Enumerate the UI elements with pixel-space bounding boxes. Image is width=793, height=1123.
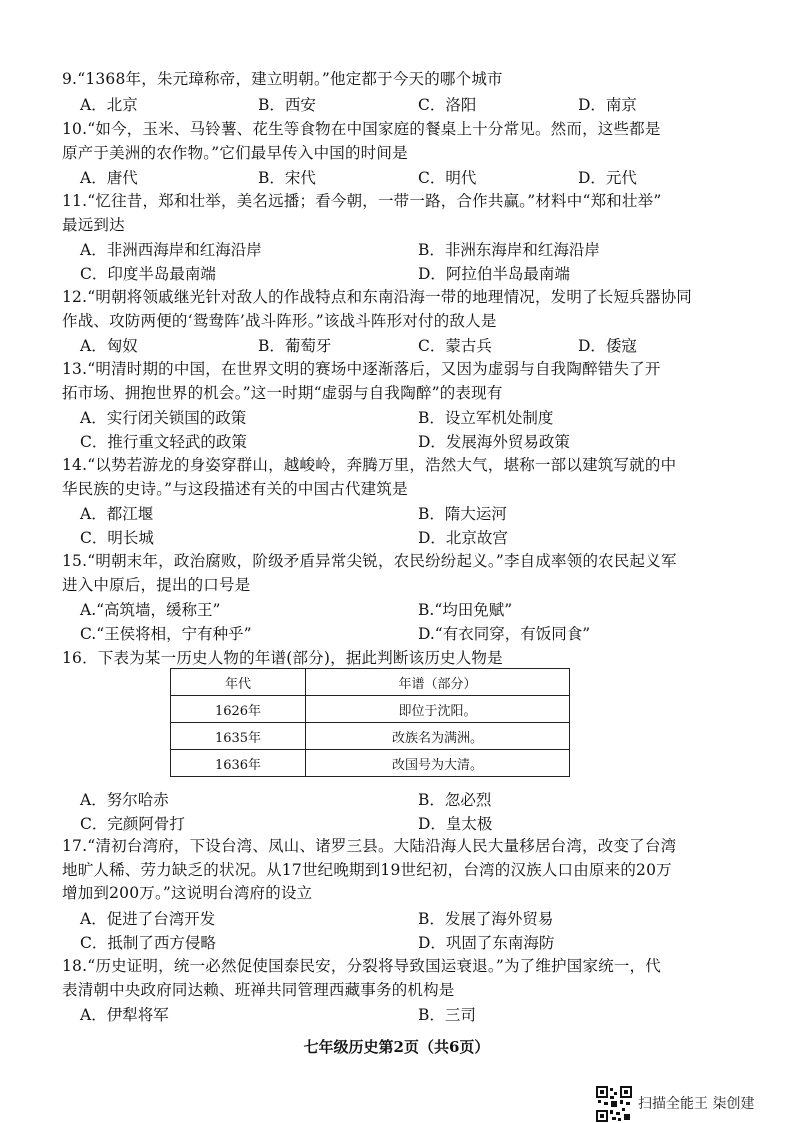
question-17 bbox=[62, 835, 702, 906]
question-10 bbox=[62, 118, 702, 165]
q11-option-d: D．阿拉伯半岛最南端 bbox=[418, 265, 570, 283]
q14-option-d: D．北京故宫 bbox=[418, 529, 508, 547]
table-row bbox=[171, 723, 570, 750]
table-cell-event: 改国号为大清。 bbox=[306, 750, 570, 777]
q10-option-a: A．唐代 bbox=[80, 169, 138, 187]
q14-option-b: B．隋大运河 bbox=[418, 505, 507, 523]
question-13-line-2: 拓市场、拥抱世界的机会。”这一时期“虚弱与自我陶醉”的表现有 bbox=[62, 383, 503, 402]
q15-option-d: D.“有衣同穿，有饭同食” bbox=[418, 625, 591, 643]
q13-option-c: C．推行重文轻武的政策 bbox=[80, 433, 247, 451]
q11-option-a: A．非洲西海岸和红海沿岸 bbox=[80, 241, 262, 259]
q15-option-c: C.“王侯将相，宁有种乎” bbox=[80, 625, 252, 643]
table-cell-event: 改族名为满洲。 bbox=[306, 723, 570, 750]
table-row bbox=[171, 696, 570, 723]
question-15-line-1: 15.“明朝末年，政治腐败，阶级矛盾异常尖锐，农民纷纷起义。”李自成率领的农民起义军 bbox=[62, 552, 677, 570]
question-15-line-2: 进入中原后，提出的口号是 bbox=[62, 575, 251, 594]
table-cell-year: 1635年 bbox=[171, 723, 306, 750]
table-header-row bbox=[171, 669, 570, 696]
table-cell-year: 1636年 bbox=[171, 750, 306, 777]
q16-chronology-table bbox=[170, 668, 570, 777]
question-11 bbox=[62, 190, 702, 237]
q16-option-d: D．皇太极 bbox=[418, 815, 493, 833]
question-13-line-1: 13.“明清时期的中国，在世界文明的赛场中逐渐落后，又因为虚弱与自我陶醉错失了开 bbox=[62, 360, 661, 378]
question-17-line-1: 17.“清初台湾府，下设台湾、凤山、诸罗三县。大陆沿海人民大量移居台湾，改变了台湾 bbox=[62, 837, 677, 855]
qr-code-icon bbox=[596, 1086, 632, 1122]
question-14 bbox=[62, 454, 702, 501]
table-cell-event: 即位于沈阳。 bbox=[306, 696, 570, 723]
q9-option-c: C．洛阳 bbox=[418, 96, 477, 114]
question-12 bbox=[62, 286, 702, 333]
question-16 bbox=[62, 647, 702, 671]
question-9-stem: 9.“1368年，朱元璋称帝，建立明朝。”他定都于今天的哪个城市 bbox=[62, 70, 503, 88]
q12-option-c: C．蒙古兵 bbox=[418, 337, 492, 355]
q12-option-a: A．匈奴 bbox=[80, 337, 138, 355]
question-14-line-2: 华民族的史诗。”与这段描述有关的中国古代建筑是 bbox=[62, 479, 408, 498]
question-11-line-1: 11.“忆往昔，郑和壮举，美名远播；看今朝，一带一路，合作共赢。”材料中“郑和壮举” bbox=[62, 192, 662, 210]
question-18 bbox=[62, 955, 702, 1002]
question-11-line-2: 最远到达 bbox=[62, 215, 125, 234]
q9-option-a: A．北京 bbox=[80, 96, 138, 114]
question-17-line-3: 增加到200万。”这说明台湾府的设立 bbox=[62, 884, 313, 902]
table-cell-year: 1626年 bbox=[171, 696, 306, 723]
q17-option-b: B．发展了海外贸易 bbox=[418, 910, 554, 928]
page-footer: 七年级历史第2页（共6页） bbox=[303, 1038, 490, 1056]
q17-option-a: A．促进了台湾开发 bbox=[80, 910, 216, 928]
question-18-line-1: 18.“历史证明，统一必然促使国泰民安，分裂将导致国运衰退。”为了维护国家统一，代 bbox=[62, 957, 661, 975]
question-10-line-1: 10.“如今，玉米、马铃薯、花生等食物在中国家庭的餐桌上十分常见。然而，这些都是 bbox=[62, 120, 661, 138]
q10-option-c: C．明代 bbox=[418, 169, 477, 187]
q14-option-a: A．都江堰 bbox=[80, 505, 154, 523]
question-9 bbox=[62, 68, 702, 92]
q11-option-b: B．非洲东海岸和红海沿岸 bbox=[418, 241, 600, 259]
table-header-events: 年谱（部分） bbox=[306, 669, 570, 696]
question-18-line-2: 表清朝中央政府同达赖、班禅共同管理西藏事务的机构是 bbox=[62, 980, 455, 999]
q17-option-c: C．抵制了西方侵略 bbox=[80, 934, 216, 952]
q14-option-c: C．明长城 bbox=[80, 529, 154, 547]
q9-option-d: D．南京 bbox=[578, 96, 637, 114]
table-row bbox=[171, 750, 570, 777]
q13-option-b: B．设立军机处制度 bbox=[418, 409, 554, 427]
question-16-stem: 16．下表为某一历史人物的年谱(部分)，据此判断该历史人物是 bbox=[62, 649, 503, 667]
q13-option-a: A．实行闭关锁国的政策 bbox=[80, 409, 247, 427]
question-15 bbox=[62, 550, 702, 597]
q9-option-b: B．西安 bbox=[258, 96, 316, 114]
q16-option-c: C．完颜阿骨打 bbox=[80, 815, 185, 833]
q10-option-b: B．宋代 bbox=[258, 169, 316, 187]
scanner-brand-watermark: 扫描全能王 柒创建 bbox=[638, 1096, 755, 1112]
q16-option-a: A．努尔哈赤 bbox=[80, 791, 169, 809]
question-12-line-2: 作战、攻防两便的‘鸳鸯阵’战斗阵形。”该战斗阵形对付的敌人是 bbox=[62, 311, 497, 330]
question-10-line-2: 原产于美洲的农作物。”它们最早传入中国的时间是 bbox=[62, 143, 408, 162]
q10-option-d: D．元代 bbox=[578, 169, 637, 187]
q17-option-d: D．巩固了东南海防 bbox=[418, 934, 555, 952]
q11-option-c: C．印度半岛最南端 bbox=[80, 265, 216, 283]
q13-option-d: D．发展海外贸易政策 bbox=[418, 433, 570, 451]
question-13 bbox=[62, 358, 702, 405]
q12-option-b: B．葡萄牙 bbox=[258, 337, 332, 355]
q16-option-b: B．忽必烈 bbox=[418, 791, 492, 809]
question-17-line-2: 地旷人稀、劳力缺乏的状况。从17世纪晚期到19世纪初，台湾的汉族人口由原来的20万 bbox=[62, 860, 672, 879]
question-12-line-1: 12.“明朝将领戚继光针对敌人的作战特点和东南沿海一带的地理情况，发明了长短兵器协同 bbox=[62, 288, 692, 306]
q12-option-d: D．倭寇 bbox=[578, 337, 637, 355]
q15-option-b: B.“均田免赋” bbox=[418, 601, 513, 619]
q15-option-a: A.“高筑墙，缓称王” bbox=[80, 601, 221, 619]
question-14-line-1: 14.“以势若游龙的身姿穿群山，越峻岭，奔腾万里，浩然大气，堪称一部以建筑写就的中 bbox=[62, 456, 677, 474]
q18-option-a: A．伊犁将军 bbox=[80, 1006, 169, 1024]
table-header-year: 年代 bbox=[171, 669, 306, 696]
q18-option-b: B．三司 bbox=[418, 1006, 476, 1024]
